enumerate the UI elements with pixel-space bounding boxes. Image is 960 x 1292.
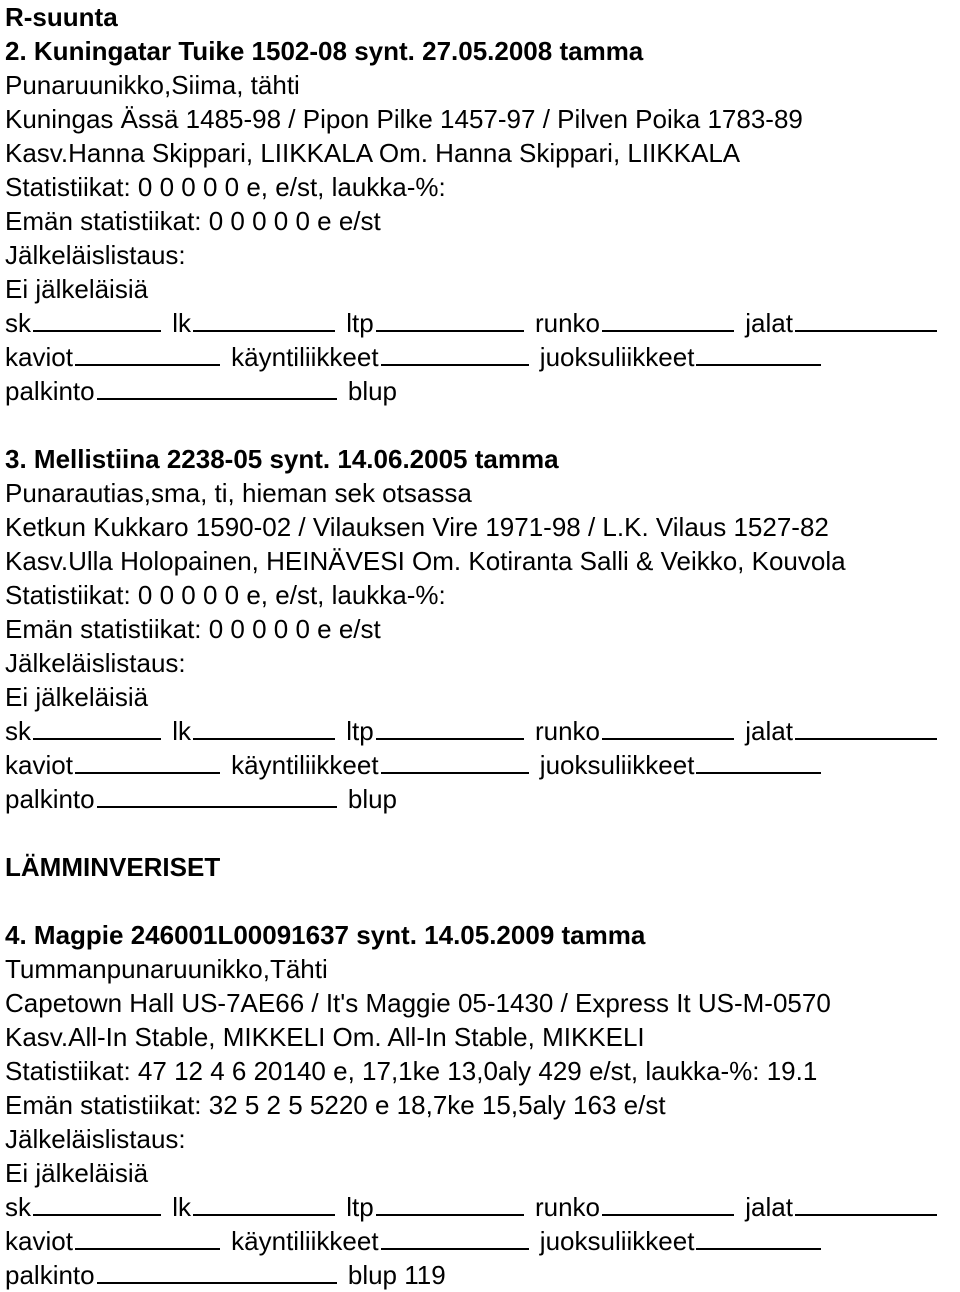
blank-kayntiliikkeet[interactable] <box>381 342 529 366</box>
blank-juoksuliikkeet[interactable] <box>696 342 821 366</box>
horse-entry <box>5 34 960 408</box>
label-ltp: ltp <box>346 308 374 338</box>
horse-entry <box>5 918 960 1292</box>
label-sk: sk <box>5 308 31 338</box>
blank-runko[interactable] <box>602 716 734 740</box>
blank-runko[interactable] <box>602 308 734 332</box>
blank-ltp[interactable] <box>376 1192 524 1216</box>
blank-kaviot[interactable] <box>75 1226 220 1250</box>
document-page <box>5 0 960 1292</box>
label-blup: blup <box>347 1260 398 1290</box>
evaluation-row-prize <box>5 374 960 408</box>
entry-heading: 3. Mellistiina 2238-05 synt. 14.06.2005 tamma <box>5 444 559 474</box>
entry-dam-stats: Emän statistiikat: 32 5 2 5 5220 e 18,7ke 15,5aly 163 e/st <box>5 1090 666 1120</box>
blank-palkinto[interactable] <box>97 1260 337 1284</box>
entry-stats: Statistiikat: 47 12 4 6 20140 e, 17,1ke 13,0aly 429 e/st, laukka-%: 19.1 <box>5 1056 818 1086</box>
entry-stats: Statistiikat: 0 0 0 0 0 e, e/st, laukka-%: <box>5 580 446 610</box>
label-blup: blup <box>347 784 398 814</box>
entry-breeder-owner: Kasv.All-In Stable, MIKKELI Om. All-In Stable, MIKKELI <box>5 1022 645 1052</box>
entry-breeder-owner: Kasv.Ulla Holopainen, HEINÄVESI Om. Kotiranta Salli & Veikko, Kouvola <box>5 546 846 576</box>
label-kaviot: kaviot <box>5 342 73 372</box>
label-juoksuliikkeet: juoksuliikkeet <box>539 750 695 780</box>
label-sk: sk <box>5 716 31 746</box>
label-sk: sk <box>5 1192 31 1222</box>
label-runko: runko <box>534 1192 600 1222</box>
label-ltp: ltp <box>346 716 374 746</box>
label-ltp: ltp <box>346 1192 374 1222</box>
label-blup: blup <box>347 376 398 406</box>
spacer <box>5 408 960 442</box>
blank-ltp[interactable] <box>376 308 524 332</box>
evaluation-row-movement <box>5 748 960 782</box>
entry-dam-stats: Emän statistiikat: 0 0 0 0 0 e e/st <box>5 614 381 644</box>
blank-palkinto[interactable] <box>97 784 337 808</box>
entry-heading: 2. Kuningatar Tuike 1502-08 synt. 27.05.2008 tamma <box>5 36 644 66</box>
blank-kayntiliikkeet[interactable] <box>381 750 529 774</box>
entry-offspring-label: Jälkeläislistaus: <box>5 648 186 678</box>
entry-breeder-owner: Kasv.Hanna Skippari, LIIKKALA Om. Hanna Skippari, LIIKKALA <box>5 138 741 168</box>
evaluation-row-movement <box>5 1224 960 1258</box>
entry-offspring-label: Jälkeläislistaus: <box>5 240 186 270</box>
blank-ltp[interactable] <box>376 716 524 740</box>
label-kayntiliikkeet: käyntiliikkeet <box>231 342 379 372</box>
blank-kaviot[interactable] <box>75 342 220 366</box>
horse-entry <box>5 442 960 816</box>
label-kaviot: kaviot <box>5 750 73 780</box>
label-kaviot: kaviot <box>5 1226 73 1256</box>
label-jalat: jalat <box>745 308 793 338</box>
evaluation-row-prize <box>5 1258 960 1292</box>
entry-heading: 4. Magpie 246001L00091637 synt. 14.05.2009 tamma <box>5 920 646 950</box>
spacer <box>5 884 960 918</box>
label-lk: lk <box>172 1192 192 1222</box>
entry-offspring: Ei jälkeläisiä <box>5 682 149 712</box>
entry-offspring: Ei jälkeläisiä <box>5 274 149 304</box>
blank-lk[interactable] <box>193 308 335 332</box>
evaluation-row-prize <box>5 782 960 816</box>
label-palkinto: palkinto <box>5 376 95 406</box>
blank-lk[interactable] <box>193 716 335 740</box>
blank-sk[interactable] <box>33 308 161 332</box>
label-palkinto: palkinto <box>5 784 95 814</box>
section-title: R-suunta <box>5 2 118 32</box>
blank-juoksuliikkeet[interactable] <box>696 750 821 774</box>
entry-dam-stats: Emän statistiikat: 0 0 0 0 0 e e/st <box>5 206 381 236</box>
blank-juoksuliikkeet[interactable] <box>696 1226 821 1250</box>
evaluation-row-body <box>5 306 960 340</box>
evaluation-row-body <box>5 1190 960 1224</box>
label-lk: lk <box>172 308 192 338</box>
label-jalat: jalat <box>745 716 793 746</box>
blank-kayntiliikkeet[interactable] <box>381 1226 529 1250</box>
label-runko: runko <box>534 308 600 338</box>
entry-pedigree: Ketkun Kukkaro 1590-02 / Vilauksen Vire 1971-98 / L.K. Vilaus 1527-82 <box>5 512 829 542</box>
blank-jalat[interactable] <box>795 1192 937 1216</box>
entry-stats: Statistiikat: 0 0 0 0 0 e, e/st, laukka-%: <box>5 172 446 202</box>
label-jalat: jalat <box>745 1192 793 1222</box>
blank-jalat[interactable] <box>795 716 937 740</box>
blank-sk[interactable] <box>33 1192 161 1216</box>
subsection-title: LÄMMINVERISET <box>5 852 221 882</box>
spacer <box>5 816 960 850</box>
blank-runko[interactable] <box>602 1192 734 1216</box>
blup-value: 119 <box>404 1260 446 1290</box>
label-palkinto: palkinto <box>5 1260 95 1290</box>
blank-palkinto[interactable] <box>97 376 337 400</box>
blank-kaviot[interactable] <box>75 750 220 774</box>
blank-lk[interactable] <box>193 1192 335 1216</box>
evaluation-row-movement <box>5 340 960 374</box>
entry-pedigree: Capetown Hall US-7AE66 / It's Maggie 05-1430 / Express It US-M-0570 <box>5 988 831 1018</box>
label-juoksuliikkeet: juoksuliikkeet <box>539 1226 695 1256</box>
label-juoksuliikkeet: juoksuliikkeet <box>539 342 695 372</box>
label-kayntiliikkeet: käyntiliikkeet <box>231 750 379 780</box>
evaluation-row-body <box>5 714 960 748</box>
entry-color: Tummanpunaruunikko,Tähti <box>5 954 328 984</box>
entry-color: Punaruunikko,Siima, tähti <box>5 70 300 100</box>
entry-offspring-label: Jälkeläislistaus: <box>5 1124 186 1154</box>
label-lk: lk <box>172 716 192 746</box>
entry-offspring: Ei jälkeläisiä <box>5 1158 149 1188</box>
blank-sk[interactable] <box>33 716 161 740</box>
label-runko: runko <box>534 716 600 746</box>
entry-color: Punarautias,sma, ti, hieman sek otsassa <box>5 478 472 508</box>
label-kayntiliikkeet: käyntiliikkeet <box>231 1226 379 1256</box>
entry-pedigree: Kuningas Ässä 1485-98 / Pipon Pilke 1457-97 / Pilven Poika 1783-89 <box>5 104 803 134</box>
blank-jalat[interactable] <box>795 308 937 332</box>
